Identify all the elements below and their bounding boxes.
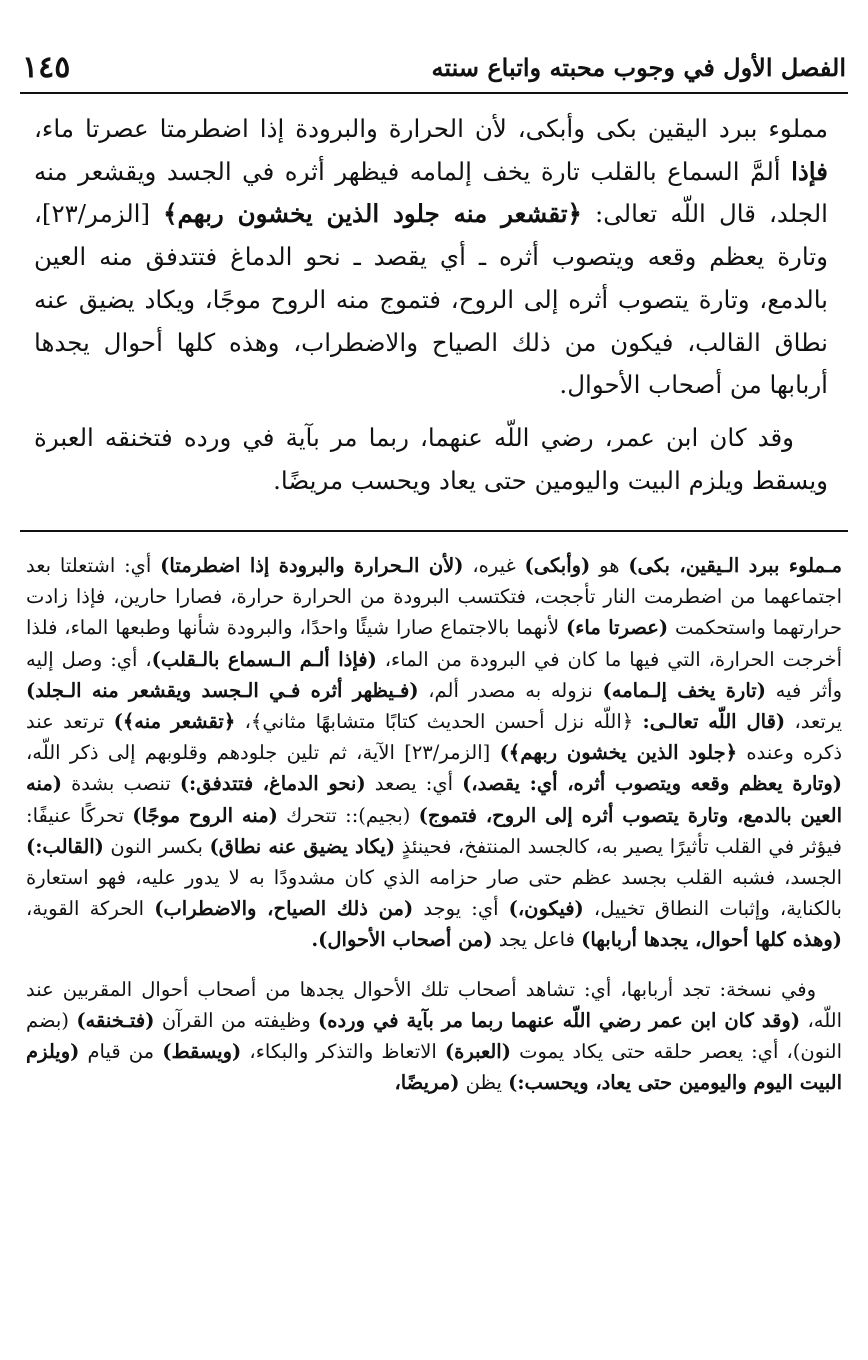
sharh-p1-segment: (من ذلك الصياح، والاضطراب) [154, 897, 414, 921]
sharh-p2-segment: (العبرة) [444, 1040, 511, 1064]
sharh-p1-segment: (وأبكى) [524, 554, 591, 577]
sharh-p1-segment: ﴿تقشعر منه﴾) [113, 710, 236, 734]
sharh-p1-segment: (وتارة يعظم وقعه ويتصوب أثره، أي: يقصد،) [462, 772, 843, 796]
commentary-paragraph-2 [26, 974, 842, 1099]
sharh-p1-segment: (فإذا ألـم الـسماع بالـقلب) [151, 647, 377, 671]
sharh-p2-segment: (بضم النون)، أي: يعصر حلقه حتى يكاد يموت [26, 1008, 843, 1064]
sharh-p1-segment: (وهذه كلها أحوال، يجدها أربابها) [581, 928, 842, 952]
matn-p1-segment: [الزمر/٢٣]، وتارة يعظم وقعه ويتصوب أثره ـ أي يقصد ـ نحو الدماغ فتتدفق منه العين بالدمع، وتارة يتصوب أثره إلى الروح، فتموج منه الروح موجًا، ويكاد يضيق عنه نطاق القالب، فيكون من ذلك الصياح والاضطراب، وهذه كلها أحوال يجدها أربابها من أصحاب الأحوال. [34, 199, 828, 400]
main-paragraph-2 [34, 417, 828, 502]
sharh-p1-segment: أي: يصعد [365, 772, 463, 796]
sharh-p1-segment: (فيكون،) [508, 897, 584, 921]
sharh-p2-segment: (ويسقط) [162, 1040, 242, 1064]
sharh-p1-segment: نزوله به مصدر ألم، [418, 678, 603, 702]
commentary-paragraph-1 [26, 550, 842, 956]
sharh-p1-segment: (يكاد يضيق عنه نطاق) [209, 834, 396, 858]
main-paragraph-1 [34, 108, 828, 407]
sharh-p1-segment: بكسر النون [103, 834, 210, 858]
sharh-p1-segment: هو [590, 554, 629, 577]
sharh-p1-segment: (قال اللّه تعالـى: [642, 710, 786, 734]
matn-p1-segment: مملوء ببرد اليقين بكى وأبكى، لأن الحرارة والبرودة إذا اضطرمتا عصرتا ماء، [34, 114, 828, 143]
sharh-p1-segment: (من أصحاب الأحوال). [311, 928, 493, 952]
sharh-p1-segment: [الزمر/٢٣] الآية، ثم تلين جلودهم وقلوبهم إلى ذكر اللّه، [26, 741, 500, 765]
sharh-p2-segment: (ويلزم البيت اليوم واليومين حتى يعاد، ويحسب:) [26, 1040, 842, 1095]
sharh-p1-segment: الجسد، فشبه القلب بجسد عظم حتى صار حزامه الذي كان مشدودًا به لا يدور عليه، فهو استعارة بالكناية، وإثبات النطاق تخييل، [26, 866, 842, 921]
sharh-p2-segment: يظن [459, 1071, 509, 1095]
sharh-p1-segment: يرتعد، [785, 710, 842, 734]
header-rule [20, 92, 848, 94]
sharh-p1-segment: (تارة يخف إلـمامه) [602, 678, 766, 702]
sharh-p1-segment: (منه الروح موجًا) [132, 803, 278, 827]
sharh-p2-segment: الاتعاظ والتذكر والبكاء، [241, 1040, 445, 1064]
matn-p2-segment: وقد كان ابن عمر، رضي اللّه عنهما، ربما مر بآية في ورده فتخنقه العبرة ويسقط ويلزم البيت واليومين حتى يعاد ويحسب مريضًا. [34, 422, 828, 495]
matn-p1-segment: ألمَّ السماع بالقلب تارة يخف إلمامه فيظهر أثره في الجسد ويقشعر منه الجلد، قال اللّه تعالى: [34, 156, 828, 229]
page-number: ١٤٥ [22, 49, 71, 85]
commentary-text [26, 550, 842, 1098]
sharh-p1-segment: تحركًا عنيفًا: فيؤثر في القلب تأثيرًا يصير به، كالجسد المنتفخ، فحينئذٍ [26, 803, 843, 858]
sharh-p1-segment: لأنهما بالاجتماع صارا شيئًا واحدًا، والبرودة شأنها وطبعها الماء، فلذا أخرجت الحرارة، التي فيها ما كان في البرودة من الماء، [26, 616, 842, 671]
main-text [34, 108, 828, 502]
sharh-p1-segment: مـملوء ببرد الـيقين، بكى) [628, 554, 842, 577]
running-title: الفصل الأول في وجوب محبته واتباع سنته [431, 52, 846, 82]
matn-p1-segment: ﴿تقشعر منه جلود الذين يخشون ربهم﴾ [163, 199, 582, 229]
page-header [22, 44, 846, 90]
sharh-p1-segment: غيره، [463, 554, 525, 577]
sharh-p1-segment: الحركة القوية، [26, 897, 155, 921]
sharh-p2-segment: من قيام [79, 1040, 163, 1064]
sharh-p1-segment: (عصرتا ماء) [565, 616, 669, 640]
footnote-rule [20, 530, 848, 532]
sharh-p2-segment: (مريضًا، [394, 1071, 460, 1095]
sharh-p1-segment: (فـيظهر أثره فـي الـجسد ويقشعر منه الـجلد) [26, 678, 419, 702]
sharh-p1-segment: ، أي: وصل إليه وأثر فيه [26, 647, 842, 702]
sharh-p2-segment: وفي نسخة: تجد أربابها، أي: تشاهد أصحاب تلك الأحوال يجدها من أصحاب أحوال المقربين عند اللّه، [26, 977, 843, 1032]
sharh-p2-segment: (فتـخنقه) [76, 1008, 155, 1032]
sharh-p1-segment: (بجيم):: تتحرك [277, 803, 419, 827]
matn-p1-segment: فإذا [791, 156, 828, 186]
sharh-p1-segment: أي: اشتعلتا بعد اجتماعهما من اضطرمت النار تأججت، فتكتسب البرودة من الحرارة حرارة، فصارا حارين، فإذا زادت حرارتهما واستحكمت [26, 554, 842, 640]
sharh-p1-segment: (لأن الـحرارة والبرودة إذا اضطرمتا) [160, 554, 464, 577]
sharh-p2-segment: (وقد كان ابن عمر رضي اللّه عنهما ربما مر بآية في ورده) [318, 1008, 801, 1032]
sharh-p1-segment: تنصب بشدة [62, 772, 180, 796]
sharh-p1-segment: ﴿اللّه نزل أحسن الحديث كتابًا متشابهًا مثاني﴾، [235, 710, 643, 734]
sharh-p1-segment: (القالب:) [26, 834, 104, 858]
sharh-p1-segment: فاعل يجد [492, 928, 582, 952]
sharh-p1-segment: ترتعد عند ذكره وعنده [26, 710, 843, 765]
sharh-p2-segment: وظيفته من القرآن [154, 1008, 319, 1032]
sharh-p1-segment: أي: يوجد [413, 897, 509, 921]
sharh-p1-segment: ﴿جلود الذين يخشون ربهم﴾) [499, 741, 738, 765]
sharh-p1-segment: (نحو الدماغ، فتتدفق:) [179, 772, 366, 796]
sharh-p1-segment: (منه العين بالدمع، وتارة يتصوب أثره إلى الروح، فتموج) [26, 772, 843, 827]
